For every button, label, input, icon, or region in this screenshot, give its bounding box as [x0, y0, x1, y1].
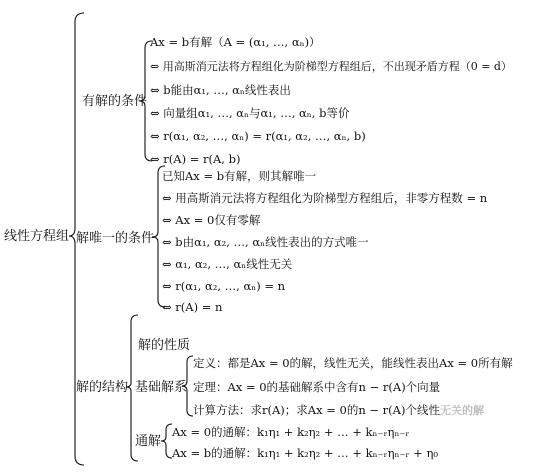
has-solution-item: ⇔ b能由α₁, …, αₙ线性表出 — [150, 83, 291, 97]
has-solution-item: ⇔ r(A) = r(A, b) — [150, 152, 241, 166]
unique-item: ⇔ b由α₁, α₂, …, αₙ线性表出的方式唯一 — [162, 235, 369, 249]
basis-item: 定理：Ax = 0的基础解系中含有n − r(A)个向量 — [193, 380, 441, 394]
structure-label: 解的结构 — [76, 380, 129, 395]
has-solution-item: ⇔ 用高斯消元法将方程组化为阶梯型方程组后，不出现矛盾方程（0 = d） — [150, 60, 512, 73]
basis-item: 计算方法：求r(A)；求Ax = 0的n − r(A)个线性无关的解 — [193, 403, 484, 417]
unique-item: ⇔ r(A) = n — [162, 300, 223, 314]
has-solution-item: ⇔ r(α₁, α₂, …, αₙ) = r(α₁, α₂, …, αₙ, b) — [150, 129, 366, 143]
unique-item: ⇔ 用高斯消元法将方程组化为阶梯型方程组后，非零方程数 = n — [162, 191, 488, 205]
properties-label: 解的性质 — [138, 338, 191, 353]
general-item: Ax = 0的通解：k₁η₁ + k₂η₂ + … + kₙ₋ᵣηₙ₋ᵣ — [172, 425, 410, 439]
unique-item: ⇔ α₁, α₂, …, αₙ线性无关 — [162, 257, 293, 271]
basis-item: 定义：都是Ax = 0的解，线性无关，能线性表出Ax = 0所有解 — [193, 356, 513, 370]
has-solution-item: ⇔ 向量组α₁, …, αₙ与α₁, …, αₙ, b等价 — [150, 106, 350, 120]
has-solution-item: Ax = b有解（A = (α₁, …, αₙ)） — [150, 35, 321, 49]
has-solution-label: 有解的条件 — [82, 94, 148, 109]
general-label: 通解 — [135, 434, 162, 449]
unique-item: ⇔ r(α₁, α₂, …, αₙ) = n — [162, 279, 286, 293]
unique-item: 已知Ax = b有解，则其解唯一 — [162, 169, 317, 183]
unique-item: ⇔ Ax = 0仅有零解 — [162, 213, 261, 227]
basis-label: 基础解系 — [135, 380, 188, 395]
unique-label: 解唯一的条件 — [76, 231, 155, 246]
watermark-text: 无关的解 — [439, 404, 484, 417]
general-brace — [161, 424, 172, 458]
root-label: 线性方程组 — [4, 229, 70, 244]
general-item: Ax = b的通解：k₁η₁ + k₂η₂ + … + kₙ₋ᵣηₙ₋ᵣ + η₀ — [172, 446, 438, 460]
